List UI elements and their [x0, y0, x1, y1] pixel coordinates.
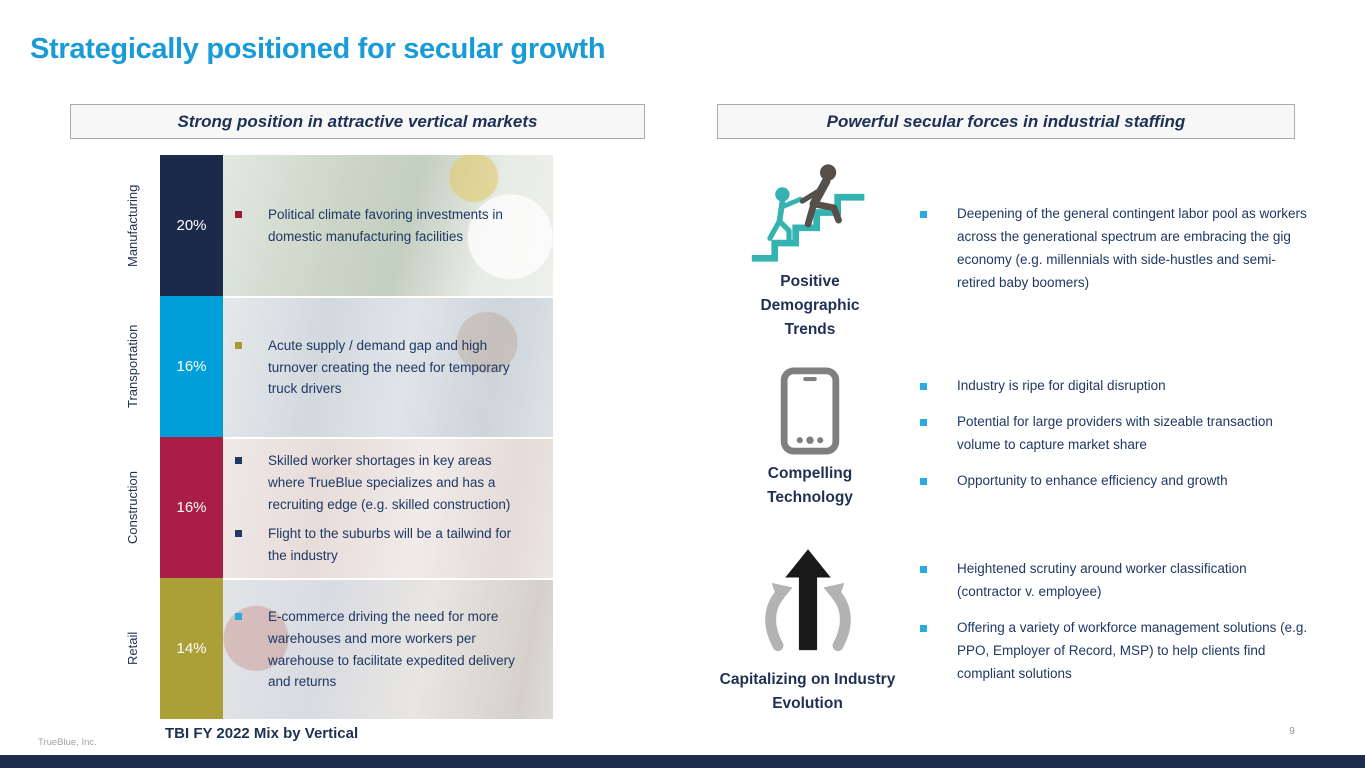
bar-segment-manufacturing: [160, 155, 223, 296]
bullet-square-icon: [235, 530, 242, 537]
list-item: [920, 411, 1312, 457]
bar-value: 16%: [176, 358, 207, 375]
demographic-bullet-list: [920, 203, 1312, 308]
bullet-text: Political climate favoring investments in domestic manufacturing facilities: [268, 206, 503, 244]
row-photo-retail: [223, 578, 553, 719]
bullet-square-icon: [235, 457, 242, 464]
technology-bullet-list: [920, 375, 1312, 506]
upward-arrows-icon: [758, 542, 858, 662]
bullet-square-icon: [920, 625, 927, 632]
smartphone-icon: [776, 366, 844, 456]
category-label-transportation: Transportation: [125, 324, 140, 409]
row-photo-construction: [223, 437, 553, 578]
page-title: Strategically positioned for secular growth: [30, 33, 606, 65]
list-item: [920, 203, 1312, 295]
bullet-square-icon: [920, 419, 927, 426]
bar-segment-construction: [160, 437, 223, 578]
bullet-text: Flight to the suburbs will be a tailwind for the industry: [268, 525, 512, 563]
bullet-square-icon: [920, 383, 927, 390]
bullet-text: Potential for large providers with sizeable transaction volume to capture market share: [957, 413, 1273, 452]
chart-row-retail: [105, 578, 553, 719]
company-name: TrueBlue, Inc.: [38, 737, 97, 748]
bullet-text: E-commerce driving the need for more warehouses and more workers per warehouse to facilitate expedited delivery and returns: [268, 608, 515, 690]
left-panel-header-text: Strong position in attractive vertical markets: [177, 111, 538, 131]
right-panel-header-text: Powerful secular forces in industrial staffing: [826, 111, 1186, 131]
section-label-evolution: Capitalizing on Industry Evolution: [719, 671, 896, 713]
list-item: [920, 470, 1312, 493]
category-label-construction: Construction: [125, 471, 140, 544]
list-item: [233, 523, 543, 567]
chart-row-manufacturing: [105, 155, 553, 296]
evolution-bullet-list: [920, 558, 1312, 699]
chart-row-transportation: [105, 296, 553, 437]
section-label-technology: Compelling Technology: [767, 465, 853, 507]
bar-value: 16%: [176, 499, 207, 516]
bullet-square-icon: [920, 211, 927, 218]
bullet-text: Skilled worker shortages in key areas where TrueBlue specializes and has a recruiting edge (e.g. skilled construction): [268, 453, 511, 513]
chart-caption: TBI FY 2022 Mix by Vertical: [165, 725, 359, 742]
left-panel-header: [70, 104, 645, 139]
list-item: [920, 617, 1312, 686]
bullet-text: Deepening of the general contingent labor pool as workers across the generational spectrum are embracing the gig economy (e.g. millennials with side-hustles and semi-retired baby boomers): [957, 206, 1307, 290]
bullet-text: Heightened scrutiny around worker classification (contractor v. employee): [957, 561, 1247, 599]
list-item: [233, 335, 543, 401]
bullet-text: Acute supply / demand gap and high turnover creating the need for temporary truck drivers: [268, 337, 510, 397]
section-demographic-trends: [725, 162, 895, 342]
bullet-square-icon: [235, 613, 242, 620]
stairs-helping-icon: [748, 162, 872, 264]
bullet-text: Opportunity to enhance efficiency and growth: [957, 472, 1228, 488]
right-panel-header: [717, 104, 1295, 139]
list-item: [233, 450, 543, 516]
bar-value: 20%: [176, 217, 207, 234]
bullet-text: Offering a variety of workforce management solutions (e.g. PPO, Employer of Record, MSP) to help clients find compliant solutions: [957, 619, 1308, 681]
category-label-manufacturing: Manufacturing: [125, 184, 140, 267]
vertical-mix-chart: [105, 155, 553, 719]
bullet-square-icon: [235, 211, 242, 218]
category-label-retail: Retail: [125, 631, 140, 666]
bullet-square-icon: [920, 566, 927, 573]
list-item: [920, 375, 1312, 398]
list-item: [920, 558, 1312, 604]
list-item: [233, 204, 543, 248]
bar-segment-transportation: [160, 296, 223, 437]
bottom-bar: [0, 755, 1365, 768]
chart-row-construction: [105, 437, 553, 578]
list-item: [233, 606, 543, 693]
bar-value: 14%: [176, 640, 207, 657]
bullet-square-icon: [920, 478, 927, 485]
bullet-text: Industry is ripe for digital disruption: [957, 378, 1166, 393]
section-industry-evolution: [700, 542, 915, 716]
bullet-square-icon: [235, 342, 242, 349]
row-photo-manufacturing: [223, 155, 553, 296]
row-photo-transportation: [223, 296, 553, 437]
section-compelling-technology: [740, 366, 880, 510]
bar-segment-retail: [160, 578, 223, 719]
section-label-demographic: Positive Demographic Trends: [760, 273, 860, 339]
page-number: 9: [1289, 726, 1295, 737]
